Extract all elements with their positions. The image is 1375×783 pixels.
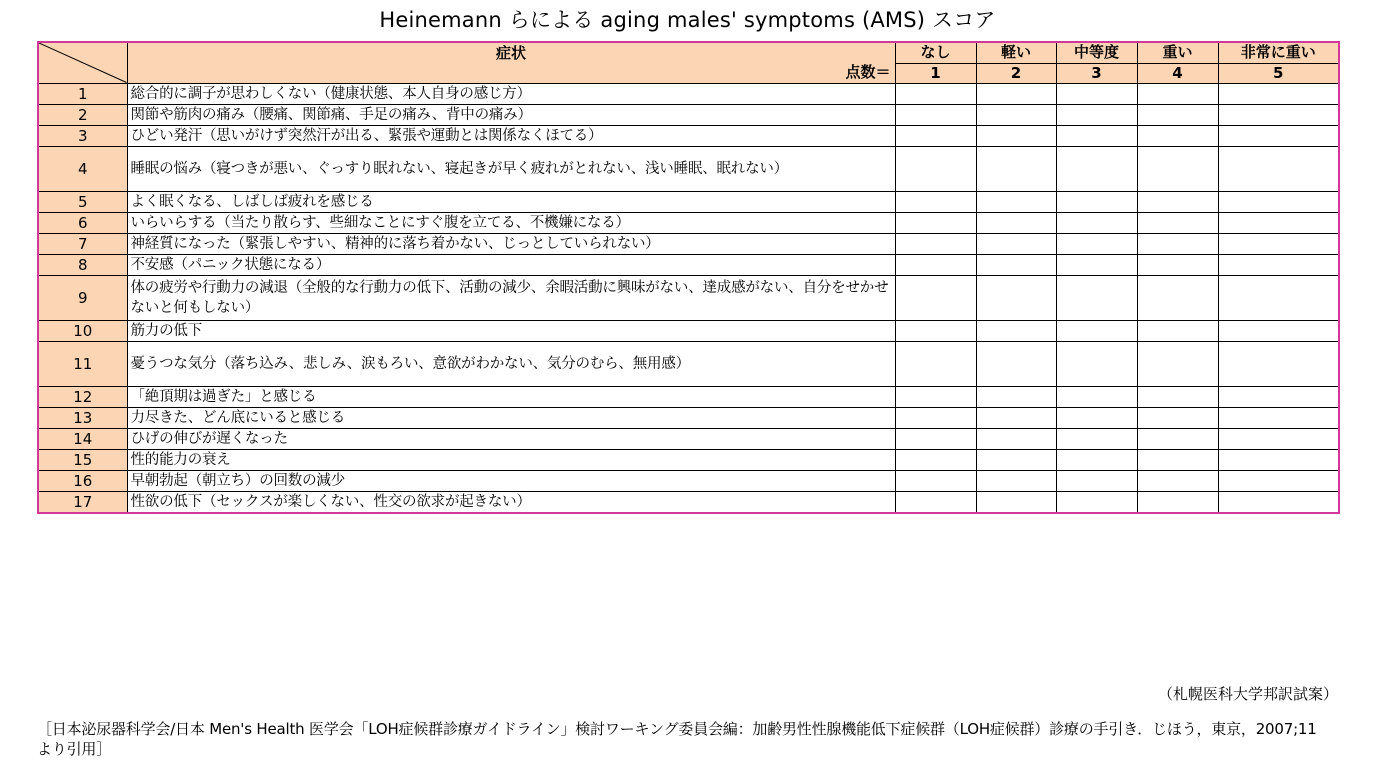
score-cell[interactable] <box>895 191 976 212</box>
score-cell[interactable] <box>895 83 976 104</box>
ams-score-table <box>37 41 1340 514</box>
score-cell[interactable] <box>1056 104 1137 125</box>
row-number: 12 <box>38 386 127 407</box>
score-cell[interactable] <box>1056 407 1137 428</box>
score-cell[interactable] <box>1056 254 1137 275</box>
score-cell[interactable] <box>976 83 1056 104</box>
score-cell[interactable] <box>1218 233 1339 254</box>
symptom-text: 睡眠の悩み（寝つきが悪い、ぐっすり眠れない、寝起きが早く疲れがとれない、浅い睡眠、眠れない） <box>127 146 895 191</box>
score-cell[interactable] <box>1137 275 1218 320</box>
symptom-text: 性欲の低下（セックスが楽しくない、性交の欲求が起きない） <box>127 491 895 513</box>
row-number: 17 <box>38 491 127 513</box>
score-cell[interactable] <box>976 146 1056 191</box>
table-row <box>38 83 1339 104</box>
symptom-text: 「絶頂期は過ぎた」と感じる <box>127 386 895 407</box>
score-cell[interactable] <box>1218 212 1339 233</box>
score-cell[interactable] <box>976 341 1056 386</box>
row-number: 4 <box>38 146 127 191</box>
table-row <box>38 449 1339 470</box>
row-number: 6 <box>38 212 127 233</box>
score-cell[interactable] <box>895 254 976 275</box>
score-cell[interactable] <box>1218 386 1339 407</box>
score-cell[interactable] <box>1218 470 1339 491</box>
score-cell[interactable] <box>1056 125 1137 146</box>
score-cell[interactable] <box>1056 341 1137 386</box>
score-cell[interactable] <box>895 104 976 125</box>
score-value: 3 <box>1056 63 1137 83</box>
score-cell[interactable] <box>1137 491 1218 513</box>
corner-diagonal-cell <box>38 42 127 83</box>
score-cell[interactable] <box>1218 320 1339 341</box>
score-cell[interactable] <box>1137 233 1218 254</box>
score-cell[interactable] <box>1137 470 1218 491</box>
table-row <box>38 491 1339 513</box>
table-row <box>38 125 1339 146</box>
row-number: 2 <box>38 104 127 125</box>
table-row <box>38 254 1339 275</box>
score-cell[interactable] <box>1137 254 1218 275</box>
score-cell[interactable] <box>1137 428 1218 449</box>
severity-header-none: なし <box>895 42 976 63</box>
score-cell[interactable] <box>1218 83 1339 104</box>
score-cell[interactable] <box>976 449 1056 470</box>
row-number: 3 <box>38 125 127 146</box>
page-title: Heinemann らによる aging males' symptoms (AMS) スコア <box>379 8 996 32</box>
score-cell[interactable] <box>895 428 976 449</box>
row-number: 15 <box>38 449 127 470</box>
score-cell[interactable] <box>1137 386 1218 407</box>
symptom-text: 神経質になった（緊張しやすい、精神的に落ち着かない、じっとしていられない） <box>127 233 895 254</box>
score-cell[interactable] <box>976 125 1056 146</box>
score-cell[interactable] <box>1218 254 1339 275</box>
score-cell[interactable] <box>1137 407 1218 428</box>
score-cell[interactable] <box>1137 125 1218 146</box>
score-cell[interactable] <box>976 275 1056 320</box>
table-row <box>38 407 1339 428</box>
score-cell[interactable] <box>1137 341 1218 386</box>
symptom-text: いらいらする（当たり散らす、些細なことにすぐ腹を立てる、不機嫌になる） <box>127 212 895 233</box>
score-cell[interactable] <box>895 341 976 386</box>
score-cell[interactable] <box>976 320 1056 341</box>
row-number: 5 <box>38 191 127 212</box>
symptom-text: 体の疲労や行動力の減退（全般的な行動力の低下、活動の減少、余暇活動に興味がない、達成感がない、自分をせかせないと何もしない） <box>127 275 895 320</box>
score-cell[interactable] <box>895 212 976 233</box>
score-cell[interactable] <box>895 470 976 491</box>
table-row <box>38 146 1339 191</box>
score-cell[interactable] <box>976 407 1056 428</box>
score-cell[interactable] <box>1218 125 1339 146</box>
score-cell[interactable] <box>1218 491 1339 513</box>
severity-header-very-severe: 非常に重い <box>1218 42 1339 63</box>
score-cell[interactable] <box>1056 428 1137 449</box>
table-row <box>38 386 1339 407</box>
symptom-text: 筋力の低下 <box>127 320 895 341</box>
row-number: 13 <box>38 407 127 428</box>
score-cell[interactable] <box>1056 275 1137 320</box>
score-cell[interactable] <box>895 449 976 470</box>
score-cell[interactable] <box>976 104 1056 125</box>
score-value: 2 <box>976 63 1056 83</box>
score-cell[interactable] <box>1218 104 1339 125</box>
score-cell[interactable] <box>1137 449 1218 470</box>
score-cell[interactable] <box>1056 146 1137 191</box>
score-cell[interactable] <box>1137 104 1218 125</box>
score-cell[interactable] <box>976 386 1056 407</box>
row-number: 14 <box>38 428 127 449</box>
score-cell[interactable] <box>1137 83 1218 104</box>
row-number: 1 <box>38 83 127 104</box>
table-row <box>38 233 1339 254</box>
severity-header-severe: 重い <box>1137 42 1218 63</box>
table-row <box>38 341 1339 386</box>
symptom-text: 総合的に調子が思わしくない（健康状態、本人自身の感じ方） <box>127 83 895 104</box>
score-cell[interactable] <box>1056 449 1137 470</box>
score-value: 5 <box>1218 63 1339 83</box>
score-cell[interactable] <box>1056 191 1137 212</box>
score-cell[interactable] <box>1056 470 1137 491</box>
row-number: 11 <box>38 341 127 386</box>
score-cell[interactable] <box>1137 320 1218 341</box>
symptom-rows <box>38 83 1339 513</box>
translation-credit: （札幌医科大学邦訳試案） <box>1157 685 1338 703</box>
score-cell[interactable] <box>1218 191 1339 212</box>
score-cell[interactable] <box>1056 233 1137 254</box>
symptom-text: 早朝勃起（朝立ち）の回数の減少 <box>127 470 895 491</box>
score-cell[interactable] <box>1056 491 1137 513</box>
score-cell[interactable] <box>1056 320 1137 341</box>
diagonal-line-icon <box>39 43 127 83</box>
symptom-text: 憂うつな気分（落ち込み、悲しみ、涙もろい、意欲がわかない、気分のむら、無用感） <box>127 341 895 386</box>
row-number: 16 <box>38 470 127 491</box>
table-row <box>38 104 1339 125</box>
table-row <box>38 191 1339 212</box>
score-value: 4 <box>1137 63 1218 83</box>
row-number: 9 <box>38 275 127 320</box>
table-row <box>38 470 1339 491</box>
score-cell[interactable] <box>1218 341 1339 386</box>
score-cell[interactable] <box>976 254 1056 275</box>
row-number: 7 <box>38 233 127 254</box>
score-label: 点数＝ <box>127 63 895 83</box>
score-cell[interactable] <box>895 320 976 341</box>
score-cell[interactable] <box>895 233 976 254</box>
symptom-text: 関節や筋肉の痛み（腰痛、関節痛、手足の痛み、背中の痛み） <box>127 104 895 125</box>
score-cell[interactable] <box>1218 275 1339 320</box>
symptom-text: 力尽きた、どん底にいると感じる <box>127 407 895 428</box>
symptom-column-header: 症状 <box>127 42 895 63</box>
score-cell[interactable] <box>1137 146 1218 191</box>
symptom-text: ひげの伸びが遅くなった <box>127 428 895 449</box>
row-number: 10 <box>38 320 127 341</box>
score-cell[interactable] <box>895 407 976 428</box>
score-cell[interactable] <box>895 125 976 146</box>
score-cell[interactable] <box>1056 386 1137 407</box>
score-cell[interactable] <box>895 386 976 407</box>
table-row <box>38 212 1339 233</box>
score-cell[interactable] <box>1218 449 1339 470</box>
severity-header-moderate: 中等度 <box>1056 42 1137 63</box>
symptom-text: ひどい発汗（思いがけず突然汗が出る、緊張や運動とは関係なくほてる） <box>127 125 895 146</box>
source-reference: ［日本泌尿器科学会/日本 Men's Health 医学会「LOH症候群診療ガイドライン」検討ワーキング委員会編：加齢男性性腺機能低下症候群（LOH症候群）診療の手引き．じほう，東京，2007;11 より引用］ <box>37 720 1317 758</box>
score-cell[interactable] <box>976 212 1056 233</box>
symptom-text: 不安感（パニック状態になる） <box>127 254 895 275</box>
score-cell[interactable] <box>976 470 1056 491</box>
row-number: 8 <box>38 254 127 275</box>
table-row <box>38 275 1339 320</box>
score-cell[interactable] <box>1056 212 1137 233</box>
symptom-text: 性的能力の衰え <box>127 449 895 470</box>
score-cell[interactable] <box>895 146 976 191</box>
score-cell[interactable] <box>1056 83 1137 104</box>
score-value: 1 <box>895 63 976 83</box>
score-cell[interactable] <box>976 491 1056 513</box>
score-cell[interactable] <box>1218 407 1339 428</box>
score-cell[interactable] <box>895 275 976 320</box>
symptom-text: よく眠くなる、しばしば疲れを感じる <box>127 191 895 212</box>
severity-header-mild: 軽い <box>976 42 1056 63</box>
table-row <box>38 428 1339 449</box>
score-cell[interactable] <box>1137 191 1218 212</box>
score-cell[interactable] <box>1137 212 1218 233</box>
score-cell[interactable] <box>976 233 1056 254</box>
table-row <box>38 320 1339 341</box>
score-cell[interactable] <box>1218 428 1339 449</box>
score-cell[interactable] <box>895 491 976 513</box>
score-cell[interactable] <box>976 428 1056 449</box>
score-cell[interactable] <box>1218 146 1339 191</box>
score-cell[interactable] <box>976 191 1056 212</box>
